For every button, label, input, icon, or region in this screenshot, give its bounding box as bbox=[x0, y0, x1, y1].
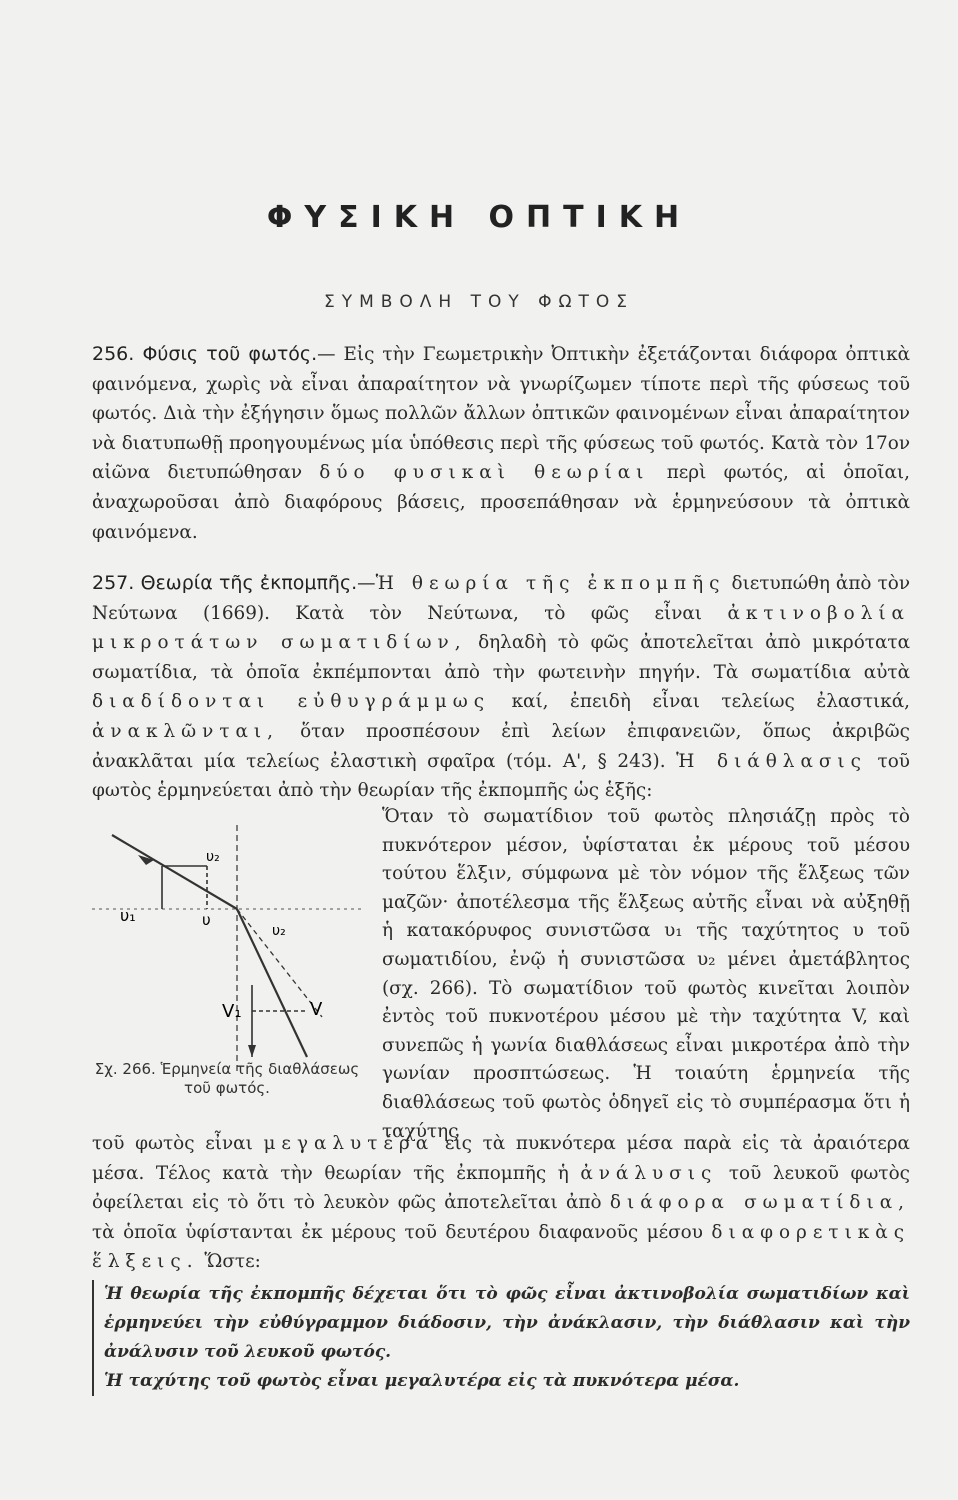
section-257-text-3: δηλαδὴ τὸ φῶς ἀποτελεῖται ἀπὸ μικρότατα σωματίδια, τὰ ὁποῖα ἐκπέμπονται ἀπὸ τὴν φωτεινὴν πηγήν. Τὰ σωματίδια αὐτὰ bbox=[92, 632, 910, 683]
continuation-text-4: τὰ ὁποῖα ὑφίστανται ἐκ μέρους τοῦ δευτέρου διαφανοῦς μέσου bbox=[92, 1221, 703, 1243]
section-256-text-2: περὶ φωτός, αἱ ὁποῖαι, ἀναχωροῦσαι ἀπὸ διαφόρους βάσεις, προσεπάθησαν νὰ ἑρμηνεύσουν τὰ ὀπτικὰ φαινόμενα. bbox=[92, 462, 910, 543]
continuation-emphasis-4: διαφορετικὰς ἕλξεις. bbox=[92, 1221, 910, 1273]
section-257-text-5: ὅταν προσπέσουν ἐπὶ λείων ἐπιφανειῶν, ὅπως ἀκριβῶς ἀνακλᾶται μία τελείως ἐλαστικὴ σφαῖρα (τόμ. Α', § 243). bbox=[92, 720, 910, 772]
label-u2-lower: υ₂ bbox=[272, 923, 286, 939]
section-256-emphasis: δύο φυσικαὶ θεωρίαι bbox=[319, 462, 650, 484]
section-257-dash: — bbox=[357, 573, 376, 594]
continuation-emphasis-3: διάφορα σωματίδια, bbox=[609, 1192, 910, 1214]
continuation-text-1: τοῦ φωτὸς εἶναι bbox=[92, 1133, 253, 1154]
label-u2-upper: υ₂ bbox=[206, 849, 220, 865]
summary-line-2: Ἡ ταχύτης τοῦ φωτὸς εἶναι μεγαλυτέρα εἰς τὰ πυκνότερα μέσα. bbox=[104, 1371, 740, 1391]
summary-line-1: Ἡ θεωρία τῆς ἐκπομπῆς δέχεται ὅτι τὸ φῶς εἶναι ἀκτινοβολία σωματιδίων καὶ ἑρμηνεύει τὴν εὐθύγραμμον διάδοσιν, τὴν ἀνάκλασιν, τὴν διάθλασιν καὶ τὴν ἀνάλυσιν τοῦ λευκοῦ φωτός. bbox=[104, 1284, 910, 1362]
section-257-emphasis-3: διαδίδονται εὐθυγράμμως bbox=[92, 691, 491, 713]
summary-box bbox=[92, 1280, 910, 1396]
incident-arrow-icon bbox=[138, 855, 154, 865]
section-257-emphasis-1: Ἡ θεωρία τῆς ἐκπομπῆς bbox=[375, 573, 726, 594]
section-257-heading: 257. Θεωρία τῆς ἐκπομπῆς. bbox=[92, 572, 358, 594]
section-257-emphasis-4: ἀνακλῶνται, bbox=[92, 720, 279, 742]
section-256 bbox=[92, 340, 910, 547]
chapter-subtitle: ΣΥΜΒΟΛΗ ΤΟΥ ΦΩΤΟΣ bbox=[323, 292, 635, 312]
label-u1: υ₁ bbox=[120, 906, 136, 925]
section-257-emphasis-2: ἀκτινοβολία μικροτάτων σωματιδίων, bbox=[92, 602, 910, 654]
continuation-emphasis-2: ἀνάλυσις bbox=[580, 1162, 718, 1184]
section-256-heading: 256. Φύσις τοῦ φωτός. bbox=[92, 343, 318, 365]
section-257-text-2: διετυπώθη ἀπὸ τὸν Νεύτωνα (1669). Κατὰ τὸν Νεύτωνα, τὸ φῶς εἶναι bbox=[92, 573, 910, 624]
label-v: V bbox=[310, 999, 323, 1020]
continuation-text-5: Ὥστε: bbox=[204, 1251, 261, 1273]
section-257-emphasis-5: Ἡ διάθλασις bbox=[676, 750, 867, 772]
figure-caption: Σχ. 266. Ἑρμηνεία τῆς διαθλάσεως τοῦ φωτός. bbox=[94, 1060, 360, 1097]
section-257-text-4: καί, ἐπειδὴ εἶναι τελείως ἐλαστικά, bbox=[511, 691, 910, 713]
section-256-text-1: — Εἰς τὴν Γεωμετρικὴν Ὀπτικὴν ἐξετάζονται διάφορα ὀπτικὰ φαινόμενα, χωρὶς νὰ εἶναι ἀπαραίτητον νὰ γνωρίζωμεν τίποτε περὶ τῆς φύσεως τοῦ φωτός. Διὰ τὴν ἐξήγησιν ὅμως πολλῶν ἄλλων ὀπτικῶν φαινομένων εἶναι ἀπαραίτητον νὰ διατυπωθῇ προηγουμένως μία ὑπόθεσις περὶ τῆς φύσεως τοῦ φωτός. Κατὰ τὸν 17ον αἰῶνα διετυπώθησαν bbox=[92, 344, 910, 484]
section-257-text-6: τοῦ φωτὸς ἑρμηνεύεται ἀπὸ τὴν θεωρίαν τῆς ἐκπομπῆς ὡς ἑξῆς: bbox=[92, 750, 910, 802]
continuation-text-2: εἰς τὰ πυκνότερα μέσα παρὰ εἰς τὰ ἀραιότερα μέσα. Τέλος κατὰ τὴν θεωρίαν τῆς ἐκπομπῆς ἡ bbox=[92, 1133, 910, 1184]
continuation-emphasis-1: μεγαλυτέρα bbox=[263, 1133, 435, 1154]
label-u: υ bbox=[202, 911, 211, 929]
incident-ray bbox=[112, 835, 237, 909]
continuation-text-3: τοῦ λευκοῦ φωτὸς ὀφείλεται εἰς τὸ ὅτι τὸ λευκὸν φῶς ἀποτελεῖται ἀπὸ bbox=[92, 1162, 910, 1214]
v1-arrow-icon bbox=[248, 1045, 256, 1057]
section-257-continuation bbox=[92, 1129, 910, 1277]
section-257 bbox=[92, 569, 910, 806]
page-title: ΦΥΣΙΚΗ ΟΠΤΙΚΗ bbox=[266, 200, 692, 235]
section-257-wrapped-text: Ὅταν τὸ σωματίδιον τοῦ φωτὸς πλησιάζῃ πρὸς τὸ πυκνότερον μέσον, ὑφίσταται ἐκ μέρους τοῦ μέσου τούτου ἕλξιν, σύμφωνα μὲ τὸν νόμον τῆς ἕλξεως τῶν μαζῶν· ἀποτέλεσμα τῆς ἕλξεως αὐτῆς εἶναι νὰ αὐξηθῇ ἡ κατακόρυφος συνιστῶσα υ₁ τῆς ταχύτητος υ τοῦ σωματιδίου, ἐνῷ ἡ συνιστῶσα υ₂ μένει ἀμετάβλητος (σχ. 266). Τὸ σωματίδιον τοῦ φωτὸς κινεῖται λοιπὸν ἐντὸς τοῦ πυκνοτέρου μέσου μὲ τὴν ταχύτητα V, καὶ συνεπῶς ἡ γωνία διαθλάσεως εἶναι μικροτέρα ἀπὸ τὴν γωνίαν προσπτώσεως. Ἡ τοιαύτη ἑρμηνεία τῆς διαθλάσεως τοῦ φωτὸς ὁδηγεῖ εἰς τὸ συμπέρασμα ὅτι ἡ ταχύτης bbox=[382, 806, 910, 1142]
label-v1: V₁ bbox=[222, 1001, 242, 1022]
refraction-diagram bbox=[92, 825, 362, 1075]
